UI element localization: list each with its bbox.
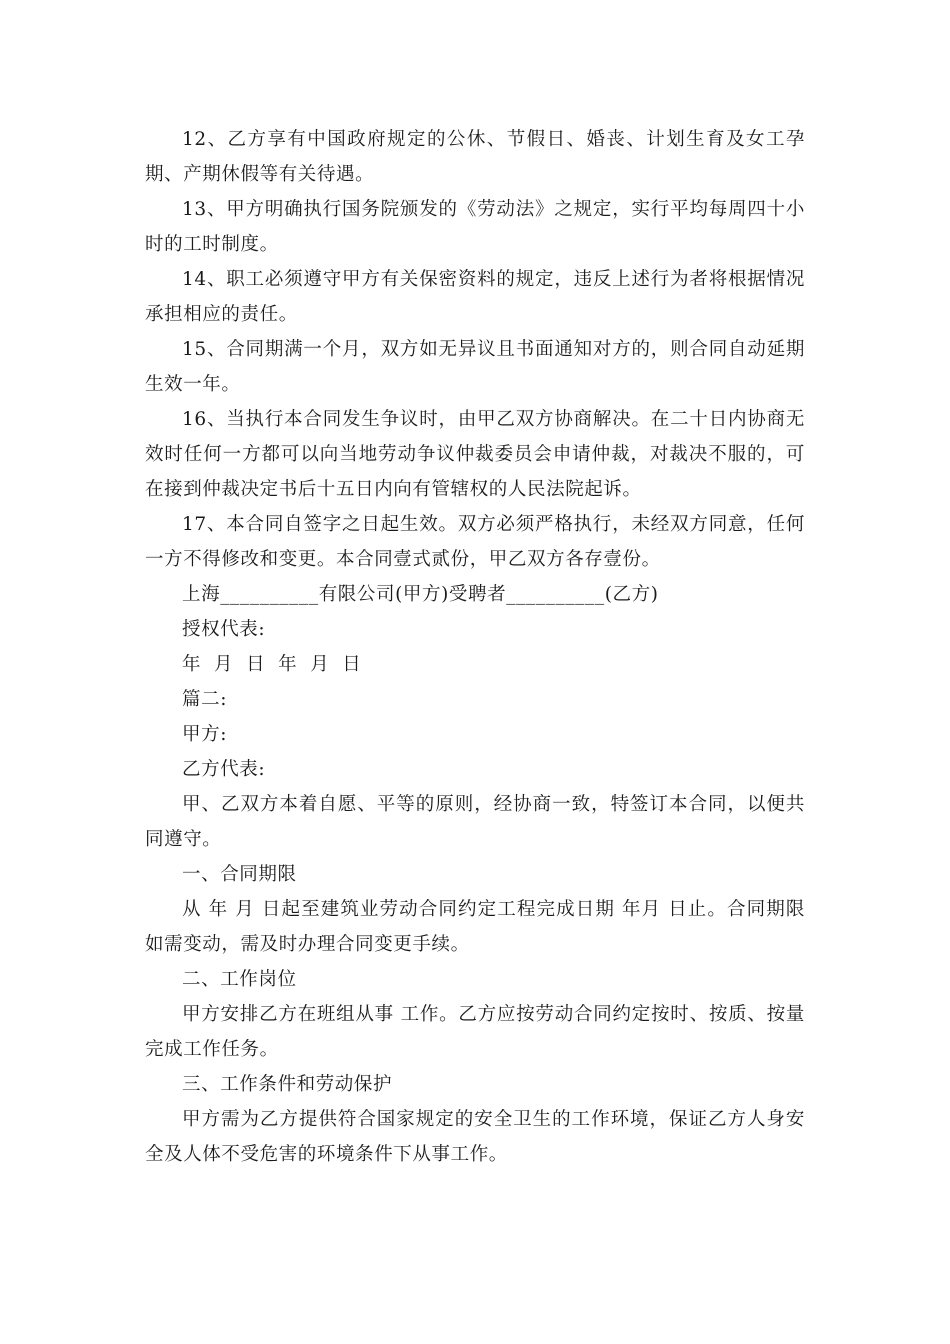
section-1-body: 从 年 月 日起至建筑业劳动合同约定工程完成日期 年月 日止。合同期限如需变动，需及时办理合同变更手续。 [145,899,805,955]
party-a-label: 甲方: [182,724,228,745]
intro-paragraph: 甲、乙双方本着自愿、平等的原则，经协商一致，特签订本合同，以便共同遵守。 [145,794,805,850]
date-line: 年 月 日 年 月 日 [182,654,362,675]
section-2-title: 二、工作岗位 [182,969,297,990]
section-1-title: 一、合同期限 [182,864,297,885]
clause-13: 13、甲方明确执行国务院颁发的《劳动法》之规定，实行平均每周四十小时的工时制度。 [145,199,805,255]
clause-14: 14、职工必须遵守甲方有关保密资料的规定，违反上述行为者将根据情况承担相应的责任。 [145,269,805,325]
part-two-heading: 篇二: [182,689,228,710]
document-body [145,122,805,1172]
authorized-rep: 授权代表: [182,619,266,640]
section-3-body: 甲方需为乙方提供符合国家规定的安全卫生的工作环境，保证乙方人身安全及人体不受危害的环境条件下从事工作。 [145,1109,805,1165]
section-3-title: 三、工作条件和劳动保护 [182,1074,393,1095]
clause-17: 17、本合同自签字之日起生效。双方必须严格执行，未经双方同意，任何一方不得修改和变更。本合同壹式贰份，甲乙双方各存壹份。 [145,514,805,570]
clause-15: 15、合同期满一个月，双方如无异议且书面通知对方的，则合同自动延期生效一年。 [145,339,805,395]
clause-12: 12、乙方享有中国政府规定的公休、节假日、婚丧、计划生育及女工孕期、产期休假等有关待遇。 [145,129,805,185]
section-2-body: 甲方安排乙方在班组从事 工作。乙方应按劳动合同约定按时、按质、按量完成工作任务。 [145,1004,805,1060]
signature-line: 上海__________有限公司(甲方)受聘者__________(乙方) [182,584,659,605]
clause-16: 16、当执行本合同发生争议时，由甲乙双方协商解决。在二十日内协商无效时任何一方都可以向当地劳动争议仲裁委员会申请仲裁，对裁决不服的，可在接到仲裁决定书后十五日内向有管辖权的人民法院起诉。 [145,409,805,500]
party-b-rep-label: 乙方代表: [182,759,266,780]
